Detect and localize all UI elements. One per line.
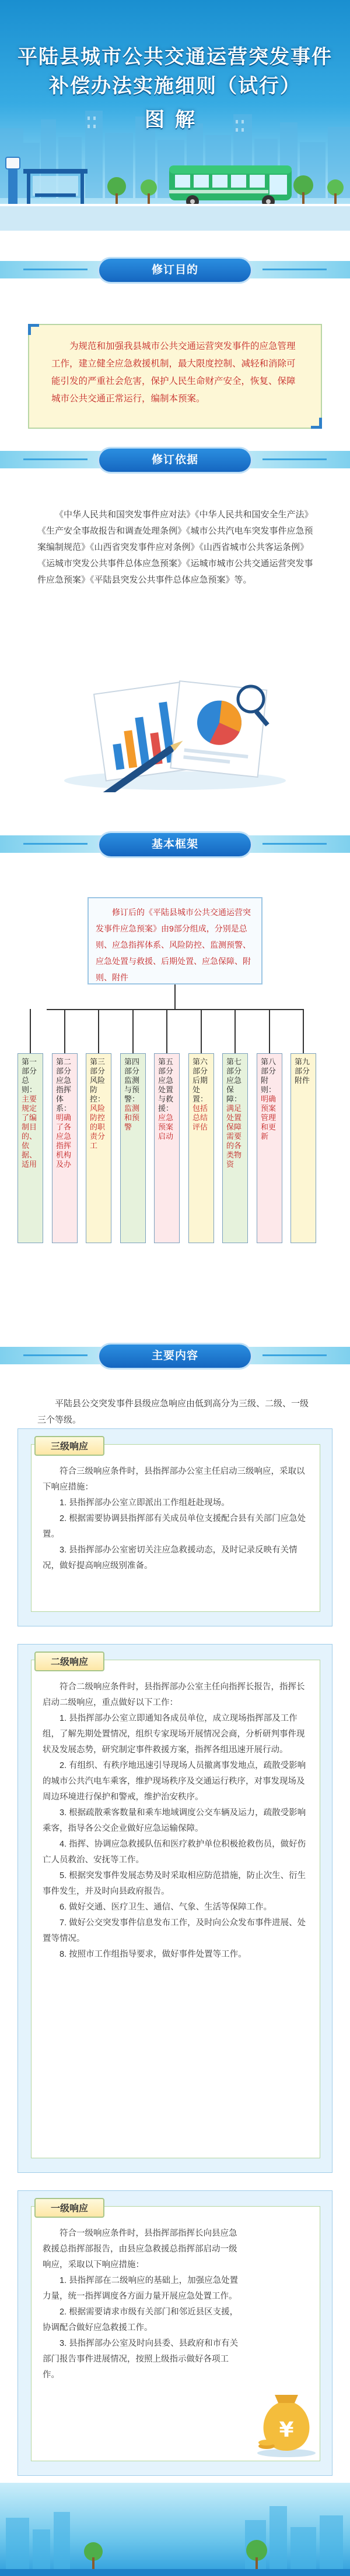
connector-drop: [132, 1009, 134, 1053]
framework-part-3: [86, 1053, 111, 1243]
response-tag: 二级响应: [34, 1652, 104, 1671]
documents-illustration: [58, 664, 292, 792]
framework-part-title: 第六部分 后期处置：: [192, 1057, 208, 1103]
framework-intro: 修订后的《平陆县城市公共交通运营突发事件应急预案》由9部分组成，分别是总则、应急指挥体系、风险防控、监测预警、应急处置与救援、后期处置、应急保障、附则、附件: [96, 908, 251, 982]
section-title-content: 主要内容: [99, 1345, 251, 1368]
response-paragraph: 8. 按照市工作组指导要求，做好事件处置等工作。: [60, 1950, 247, 1959]
connector-drop: [201, 1009, 202, 1053]
framework-part-8: [257, 1053, 282, 1243]
footer-banner: [0, 2483, 350, 2576]
title-line-1: 平陆县城市公共交通运营突发事件: [18, 46, 332, 68]
framework-part-9: [290, 1053, 316, 1243]
framework-part-title: 第七部分 应急保障：: [226, 1057, 242, 1103]
response-paragraph: 2. 有组织、有秩序地迅速引导现场人员撤离事发地点，疏散受影响的城市公共汽电车乘客，维护现场秩序及交通运行秩序，对事发现场及周边环境进行保护和警戒，维护治安秩序。: [43, 1761, 306, 1802]
framework-part-1: [18, 1053, 43, 1243]
framework-part-title: 第九部分 附件: [295, 1057, 310, 1085]
connector-drop: [303, 1009, 304, 1053]
connector-drop: [64, 1009, 65, 1053]
framework-part-4: [120, 1053, 146, 1243]
response-tag: 一级响应: [34, 2198, 104, 2218]
response-paragraph: 3. 县指挥部办公室及时向县委、县政府和市有关部门报告事件进展情况，按照上级指示做好各项工作。: [43, 2339, 239, 2380]
purpose-text-box: 为规范和加强我县城市公共交通运营突发事件的应急管理工作，建立健全应急救援机制，最大限度控制、减轻和消除可能引发的严重社会危害，保护人民生命财产安全，恢复、保障城市公共交通正常运行，编制本预案。: [28, 324, 322, 429]
framework-part-title: 第五部分 应急处置与救援：: [158, 1057, 174, 1113]
footer-skyline-illustration: [0, 2483, 350, 2576]
section-title-purpose: 修订目的: [99, 259, 251, 282]
section-title-framework: 基本框架: [99, 833, 251, 856]
framework-part-7: [222, 1053, 248, 1243]
response-paragraph: 符合一级响应条件时，县指挥部指挥长向县应急救援总指挥部报告，由县应急救援总指挥部启动一级响应，采取以下响应措施：: [43, 2229, 237, 2270]
response-paragraph: 1. 县指挥部办公室立即派出工作组赶赴现场。: [60, 1498, 230, 1508]
response-paragraph: 2. 根据需要请求市级有关部门和邻近县区支援，协调配合做好应急救援工作。: [43, 2307, 239, 2332]
svg-text:¥: ¥: [279, 2418, 294, 2442]
framework-part-desc: 满足处置保障需要的各类物资: [226, 1104, 242, 1169]
framework-part-5: [154, 1053, 180, 1243]
connector-line: [174, 984, 176, 1009]
response-text: [43, 2226, 241, 2383]
response-paragraph: 7. 做好公交突发事件信息发布工作，及时向公众发布事件进展、处置等情况。: [43, 1918, 306, 1943]
framework-part-title: 第二部分 应急指挥体系：: [56, 1057, 72, 1113]
response-paragraph: 符合二级响应条件时，县指挥部办公室主任向指挥长报告，指挥长启动二级响应，重点做好以下工作：: [43, 1682, 305, 1707]
response-paragraph: 3. 县指挥部办公室密切关注应急救援动态，及时记录反映有关情况，做好提高响应级别准备。: [43, 1545, 298, 1571]
connector-drop: [98, 1009, 99, 1053]
connector-drop: [235, 1009, 236, 1053]
response-paragraph: 3. 根据疏散乘客数量和乘车地域调度公交车辆及运力，疏散受影响乘客，指导各公交企业做好应急运输保障。: [43, 1808, 306, 1833]
title-line-2: 补偿办法实施细则（试行）: [49, 75, 301, 97]
response-panel-level3: [18, 1428, 332, 1626]
response-paragraph: 符合三级响应条件时，县指挥部办公室主任启动三级响应，采取以下响应措施：: [43, 1467, 305, 1492]
response-paragraph: 4. 指挥、协调应急救援队伍和医疗救护单位积极抢救伤员，做好伤亡人员救治、安抚等工作。: [43, 1840, 306, 1865]
framework-part-desc: 主要规定了编制目的、依据、适用: [22, 1095, 37, 1169]
framework-part-6: [188, 1053, 214, 1243]
framework-part-2: [52, 1053, 78, 1243]
framework-part-title: 第一部分 总则：: [22, 1057, 37, 1094]
connector-drop: [269, 1009, 270, 1053]
response-text: [43, 1464, 311, 1574]
basis-text: 《中华人民共和国突发事件应对法》《中华人民共和国安全生产法》《生产安全事故报告和调查处理条例》《城市公共汽电车突发事件应急预案编制规范》《山西省突发事件应对条例》《山西省城市公共客运条例》《运城市突发公共事件总体应急预案》《运城市城市公共交通运营突发事件应急预案》《平陆县突发公共事件总体应急预案》等。: [37, 510, 313, 585]
money-bag-illustration: [251, 2372, 321, 2459]
hero-banner: [0, 0, 350, 231]
response-paragraph: 1. 县指挥部在二级响应的基础上，加强应急处置力量，统一指挥调度各方面力量开展应急处置工作。: [43, 2276, 239, 2301]
response-tag: 三级响应: [34, 1436, 104, 1456]
framework-part-title: 第三部分 风险防控：: [90, 1057, 106, 1103]
framework-part-desc: 监测和预警: [124, 1104, 140, 1131]
connector-drop: [166, 1009, 167, 1053]
framework-part-desc: 包括总结评估: [192, 1104, 208, 1131]
content-intro: 平陆县公交突发事件县级应急响应由低到高分为三级、二级、一级三个等级。: [37, 1399, 309, 1425]
response-panel-level2: [18, 1644, 332, 2173]
framework-part-desc: 明确预案管理和更新: [261, 1095, 276, 1141]
response-paragraph: 2. 根据需要协调县指挥部有关成员单位支援配合县有关部门应急处置。: [43, 1514, 306, 1539]
framework-part-desc: 明确了各应急指挥机构及办: [56, 1113, 72, 1169]
framework-part-desc: 应急预案启动: [158, 1113, 174, 1141]
response-paragraph: 6. 做好交通、医疗卫生、通信、气象、生活等保障工作。: [60, 1903, 272, 1912]
framework-summary-box: [88, 897, 262, 984]
framework-part-desc: 风险防控的职责分工: [90, 1104, 106, 1150]
section-title-basis: 修订依据: [99, 449, 251, 472]
response-text: [43, 1679, 311, 1963]
title-line-3: 图解: [145, 109, 205, 131]
response-panel-level1: [18, 2190, 332, 2476]
framework-part-title: 第四部分 监测与预警：: [124, 1057, 140, 1103]
connector-line: [47, 1009, 303, 1010]
framework-part-title: 第八部分 附则：: [261, 1057, 276, 1094]
response-paragraph: 5. 根据突发事件发展态势及时采取相应防范措施，防止次生、衍生事件发生，并及时向县政府报告。: [43, 1871, 306, 1896]
connector-drop: [30, 1009, 31, 1053]
response-paragraph: 1. 县指挥部办公室立即通知各成员单位，成立现场指挥部及工作组，了解先期处置情况，组织专家现场开展情况会商，分析研判事件现状及发展态势，研究制定事件救援方案，指挥各组迅速开展行动。: [43, 1714, 305, 1755]
